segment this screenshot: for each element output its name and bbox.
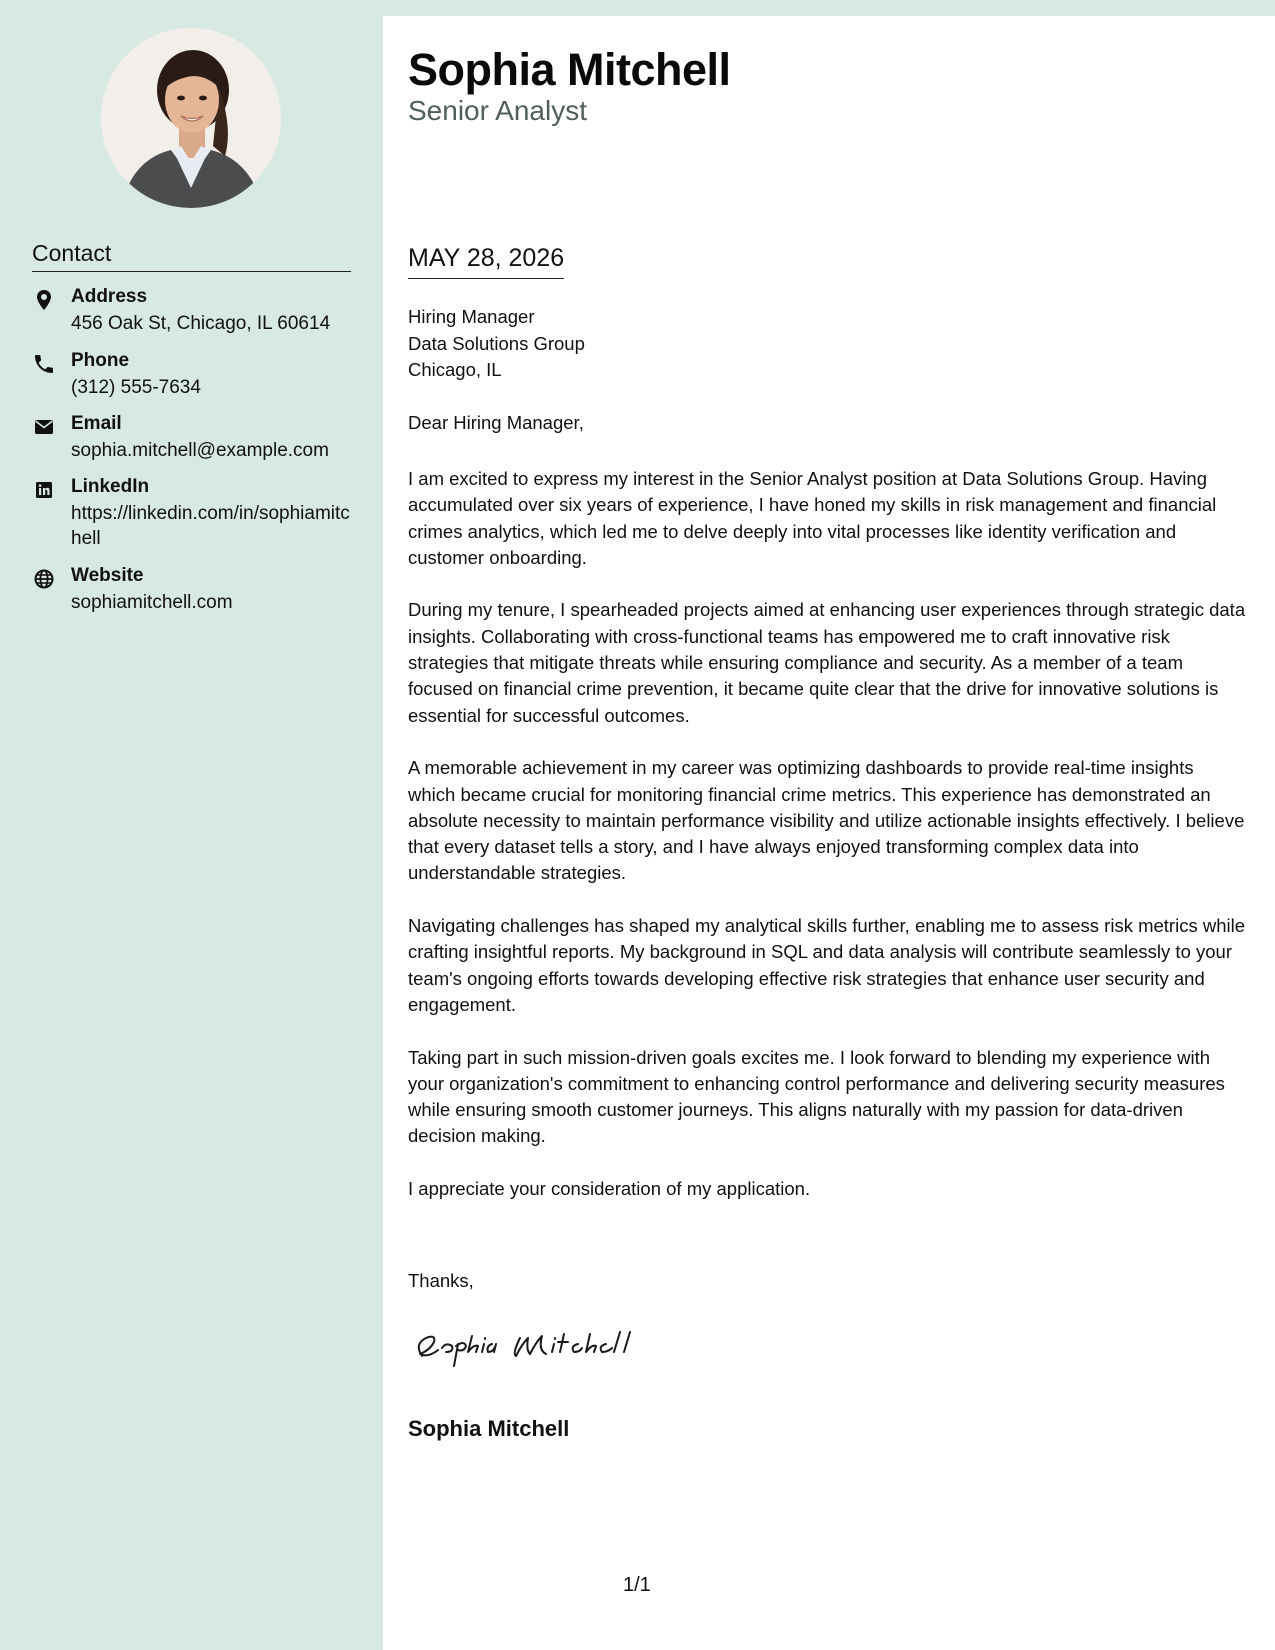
phone-icon: [32, 352, 56, 376]
letter-date: MAY 28, 2026: [408, 244, 564, 279]
paragraph: Navigating challenges has shaped my analytical skills further, enabling me to assess risk metrics while crafting insightful reports. My background in SQL and data analysis will contribute seamlessly to your team's ongoing efforts towards developing effective risk strategies that enhance user security and engagement.: [408, 915, 1245, 1015]
linkedin-value[interactable]: https://linkedin.com/in/sophiamitchell: [71, 503, 350, 549]
globe-icon: [32, 567, 56, 591]
contact-item-email: [32, 413, 352, 463]
letter-body: [383, 16, 1275, 1650]
recipient-line: Data Solutions Group: [408, 332, 585, 354]
letter-paragraphs: [408, 466, 1246, 1229]
address-value: 456 Oak St, Chicago, IL 60614: [71, 313, 331, 334]
page-number: 1/1: [623, 1574, 651, 1596]
closing: Thanks,: [408, 1270, 474, 1291]
avatar: [101, 28, 281, 208]
recipient-block: [408, 304, 585, 384]
recipient-line: Hiring Manager: [408, 306, 535, 327]
contact-item-address: [32, 286, 352, 336]
contact-label: Email: [71, 413, 122, 434]
linkedin-icon: [32, 478, 56, 502]
paragraph: Taking part in such mission-driven goals excites me. I look forward to blending my experience with your organization's commitment to enhancing control performance and delivering security measures while ensuring smooth customer journeys. This aligns naturally with my passion for data-driven decision making.: [408, 1046, 1225, 1147]
applicant-title: Senior Analyst: [408, 95, 587, 126]
contact-label: LinkedIn: [71, 476, 150, 497]
paragraph: During my tenure, I spearheaded projects aimed at enhancing user experiences through strategic data insights. Collaborating with cross-functional teams has empowered me to craft innovative risk strategies that mitigate threats while ensuring compliance and security. As a member of a team focused on financial crime prevention, it became quite clear that the drive for innovative solutions is essential for successful outcomes.: [408, 599, 1246, 726]
contact-label: Phone: [71, 350, 130, 371]
contact-heading: Contact: [32, 240, 351, 272]
signed-name: Sophia Mitchell: [408, 1416, 570, 1441]
contact-item-linkedin: [32, 476, 352, 552]
paragraph: A memorable achievement in my career was optimizing dashboards to provide real-time insights which became crucial for monitoring financial crime metrics. This experience has demonstrated an absolute necessity to maintain performance visibility and utilize actionable insights effectively. I believe that every dataset tells a story, and I have always enjoyed transforming complex data into understandable strategies.: [408, 757, 1245, 884]
profile-photo: [101, 28, 281, 208]
envelope-icon: [32, 415, 56, 439]
salutation: Dear Hiring Manager,: [408, 412, 584, 433]
recipient-line: Chicago, IL: [408, 359, 502, 380]
contact-label: Address: [71, 286, 148, 307]
sidebar: [0, 0, 383, 1650]
contact-label: Website: [71, 565, 144, 586]
website-value[interactable]: sophiamitchell.com: [71, 592, 233, 613]
paragraph: I appreciate your consideration of my application.: [408, 1178, 811, 1200]
applicant-name: Sophia Mitchell: [408, 44, 731, 95]
email-value[interactable]: sophia.mitchell@example.com: [71, 440, 329, 461]
phone-value: (312) 555-7634: [71, 377, 201, 398]
contact-item-phone: [32, 350, 352, 400]
contact-item-website: [32, 565, 352, 615]
map-pin-icon: [32, 288, 56, 312]
signature-image: [408, 1314, 668, 1374]
paragraph: I am excited to express my interest in the Senior Analyst position at Data Solutions Group. Having accumulated over six years of experience, I have honed my skills in risk management and financial crimes analytics, which led me to delve deeply into vital processes like identity verification and customer onboarding.: [408, 468, 1217, 568]
